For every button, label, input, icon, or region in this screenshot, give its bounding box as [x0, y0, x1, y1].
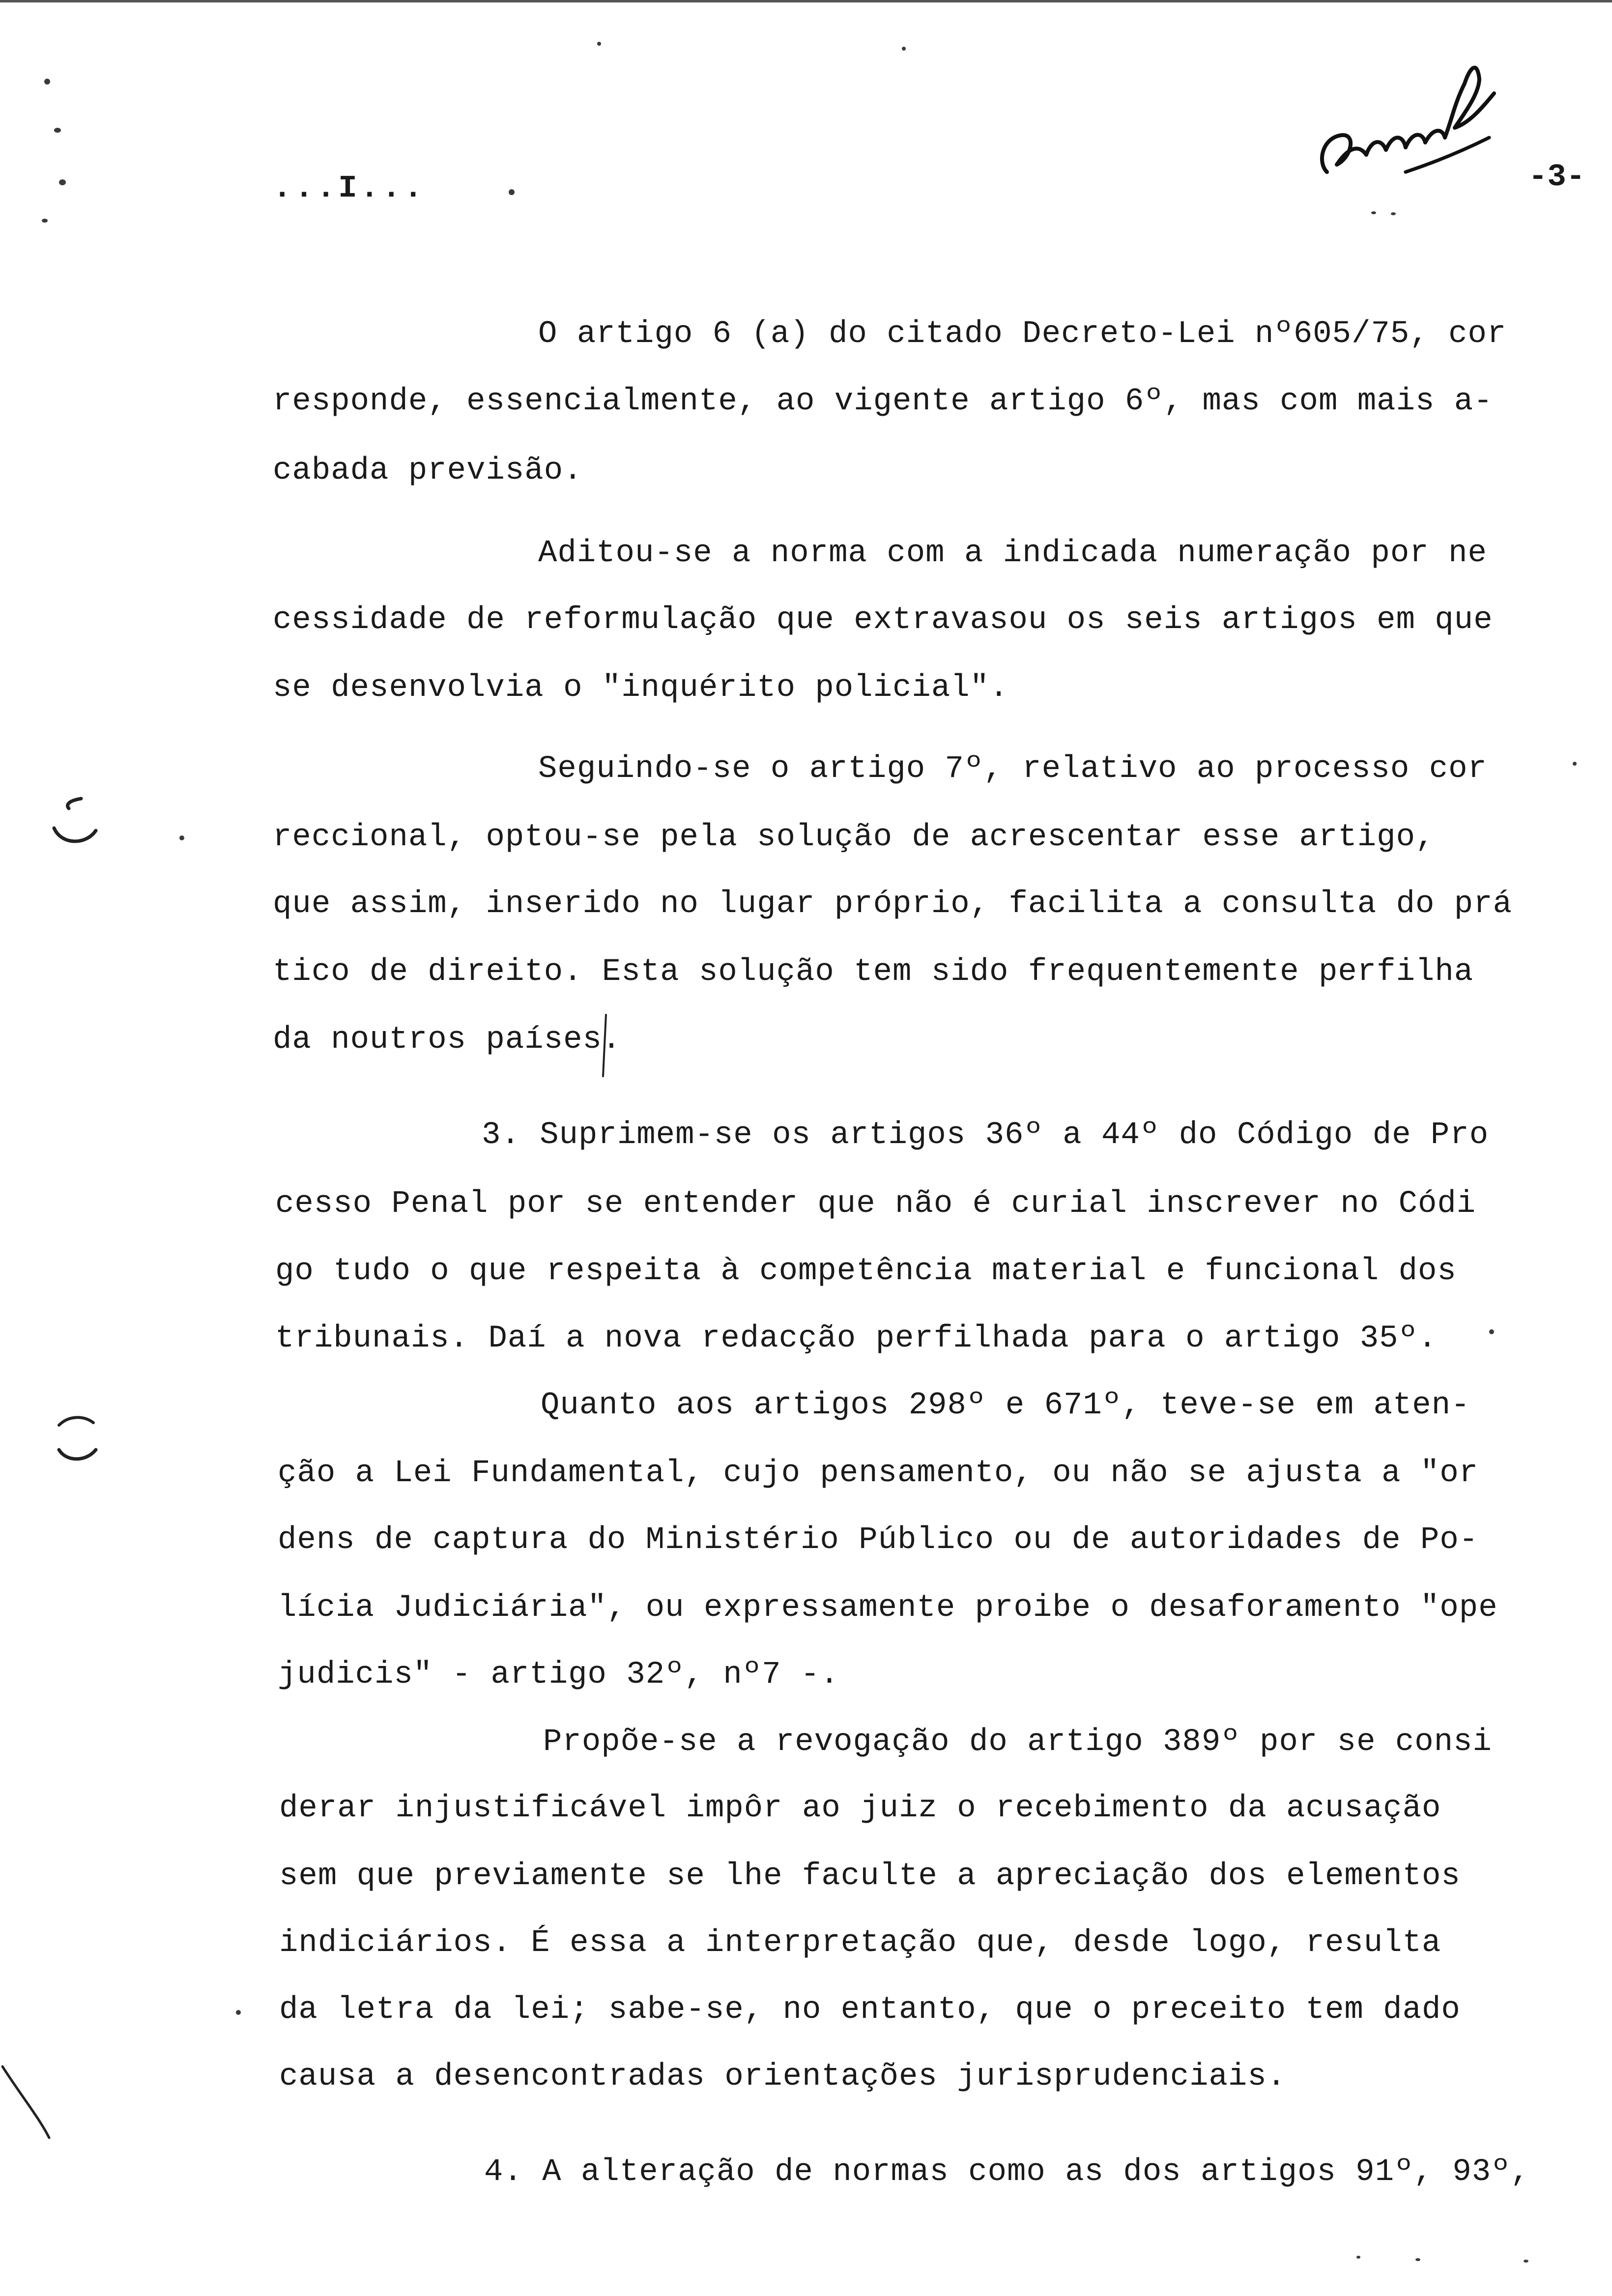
body-line: indiciários. É essa a interpretação que, desde logo, resulta: [279, 1925, 1441, 1961]
body-line: dens de captura do Ministério Público ou de autoridades de Po-: [278, 1522, 1479, 1558]
body-line: derar injustificável impôr ao juiz o recebimento da acusação: [279, 1791, 1441, 1826]
body-line: que assim, inserido no lugar próprio, facilita a consulta do prá: [273, 887, 1512, 922]
edge-scratch-mark: [0, 2064, 69, 2152]
handwritten-signature: [1307, 49, 1514, 211]
scan-speck: [42, 219, 48, 223]
scan-speck: [1573, 762, 1577, 766]
body-line: Quanto aos artigos 298º e 671º, teve-se em aten-: [541, 1388, 1470, 1423]
body-line: 3. Suprimem-se os artigos 36º a 44º do Código de Pro: [482, 1118, 1489, 1153]
body-line: Propõe-se a revogação do artigo 389º por se consi: [543, 1724, 1492, 1760]
body-line: ção a Lei Fundamental, cujo pensamento, ou não se ajusta a "or: [278, 1456, 1479, 1491]
body-line: causa a desencontradas orientações jurisprudenciais.: [279, 2059, 1287, 2095]
body-line: da letra da lei; sabe-se, no entanto, que o preceito tem dado: [279, 1992, 1461, 2028]
handwritten-stroke: [597, 1012, 612, 1081]
body-line: judicis" - artigo 32º, nº7 -.: [278, 1657, 839, 1693]
continuation-marker: ...I...: [273, 171, 426, 206]
scan-speck: [1391, 212, 1396, 215]
scan-speck: [179, 835, 184, 840]
body-line: se desenvolvia o "inquérito policial".: [273, 670, 1009, 706]
page-number: -3-: [1528, 160, 1585, 195]
body-line: go tudo o que respeita à competência material e funcional dos: [275, 1254, 1457, 1289]
scan-speck: [509, 189, 515, 195]
scan-speck: [1489, 1329, 1494, 1334]
body-line: cabada previsão.: [273, 453, 583, 488]
scan-speck: [597, 42, 601, 46]
body-line: cesso Penal por se entender que não é curial inscrever no Códi: [275, 1186, 1476, 1222]
scan-speck: [1524, 2260, 1528, 2263]
scan-speck: [1356, 2256, 1360, 2259]
scan-speck: [1415, 2258, 1420, 2261]
body-line: tico de direito. Esta solução tem sido frequentemente perfilha: [273, 954, 1474, 990]
body-line: Aditou-se a norma com a indicada numeração por ne: [538, 536, 1487, 571]
body-line: tribunais. Daí a nova redacção perfilhada para o artigo 35º.: [275, 1321, 1438, 1356]
scan-speck: [902, 47, 906, 51]
body-line: cessidade de reformulação que extravasou os seis artigos em que: [273, 603, 1493, 638]
body-line: Seguindo-se o artigo 7º, relativo ao processo cor: [538, 751, 1487, 787]
scan-speck: [1371, 211, 1376, 214]
punch-hole-mark: [47, 791, 101, 855]
scan-speck: [59, 179, 66, 185]
body-line: lícia Judiciária", ou expressamente proibe o desaforamento "ope: [278, 1590, 1498, 1626]
body-line: da noutros países.: [273, 1022, 622, 1058]
punch-hole-mark: [49, 1406, 103, 1469]
scan-speck: [236, 2010, 241, 2015]
body-line: responde, essencialmente, ao vigente artigo 6º, mas com mais a-: [273, 384, 1493, 419]
scan-speck: [54, 128, 61, 133]
body-line: O artigo 6 (a) do citado Decreto-Lei nº605/75, cor: [538, 316, 1507, 352]
scan-speck: [44, 79, 50, 85]
body-line: 4. A alteração de normas como as dos artigos 91º, 93º,: [484, 2154, 1530, 2190]
top-edge-rule: [0, 0, 1612, 2]
body-line: sem que previamente se lhe faculte a apreciação dos elementos: [279, 1859, 1461, 1894]
body-line: reccional, optou-se pela solução de acrescentar esse artigo,: [273, 820, 1435, 855]
